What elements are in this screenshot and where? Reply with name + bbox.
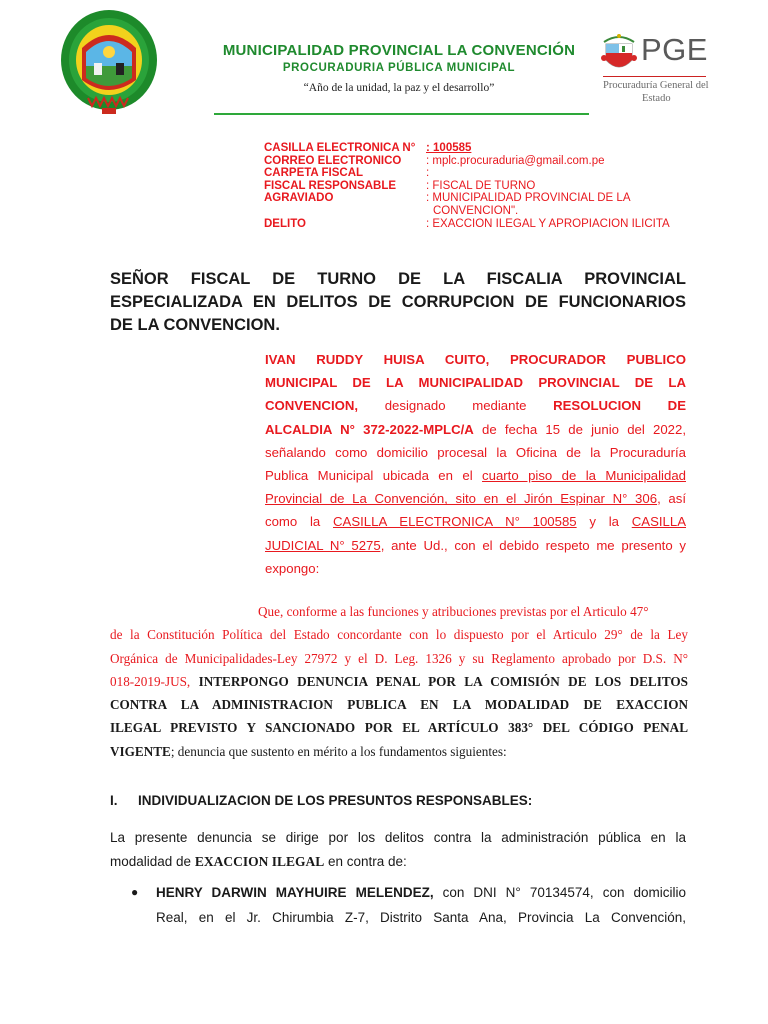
intro-text: Provincial de La Convención, sito en el Jirón Espinar N° 306 [265,491,658,507]
intro-text: Publica Municipal ubicada en el [265,468,473,484]
que-line [110,740,688,763]
intro-text: CASILLA ELECTRONICA N° 100585 [333,514,577,530]
para-text: modalidad de [110,853,192,869]
info-value-line1: : MUNICIPALIDAD PROVINCIAL DE LA [426,192,631,204]
addressee [110,268,686,337]
addressee-line: SEÑOR FISCAL DE TURNO DE LA FISCALIA PROVINCIAL [110,270,686,288]
header-subtitle: PROCURADURIA PÚBLICA MUNICIPAL [282,62,516,74]
list-item [156,880,686,930]
intro-text: , así [657,491,687,507]
info-label: CARPETA FISCAL [264,167,364,179]
peru-shield-icon [600,30,638,76]
que-line: Orgánica de Municipalidades-Ley 27972 y el D. Leg. 1326 y su Reglamento aprobado por D.S. N° [110,650,688,666]
que-line: Que, conforme a las funciones y atribuciones previstas por el Articulo 47° [258,604,649,619]
section-title: INDIVIDUALIZACION DE LOS PRESUNTOS RESPONSABLES: [138,793,533,808]
intro-text: de fecha 15 de junio del 2022, [482,421,686,437]
info-label: FISCAL RESPONSABLE [264,179,397,192]
para-text: en contra de: [328,853,407,869]
que-line: ILEGAL PREVISTO Y SANCIONADO POR EL ARTÍCULO 383° DEL CÓDIGO PENAL [110,720,688,736]
info-label: CORREO ELECTRONICO [264,154,402,167]
info-row-carpeta [264,167,714,180]
info-value: : EXACCION ILEGAL Y APROPIACION ILICITA [426,218,670,230]
header-motto: “Año de la unidad, la paz y el desarrollo” [303,82,495,94]
header-title: MUNICIPALIDAD PROVINCIAL LA CONVENCIÓN [222,42,576,59]
intro-text: CASILLA [631,514,686,530]
que-paragraph [110,600,688,763]
list-item-line: Real, en el Jr. Chirumbia Z-7, Distrito Santa Ana, Provincia La Convención, [156,910,686,925]
para-line [110,850,686,874]
pge-subtitle-line2: Estado [642,93,671,104]
info-row-agraviado [264,192,714,217]
info-label: DELITO [264,218,306,230]
intro-text: RESOLUCION DE [553,398,686,414]
para-text: EXACCION ILEGAL [194,853,325,869]
info-value: : 100585 [426,142,472,154]
para-line: La presente denuncia se dirige por los delitos contra la administración pública en la [110,830,686,845]
intro-line [265,510,686,533]
info-value: : mplc.procuraduria@gmail.com.pe [426,154,605,167]
que-line: CONTRA LA ADMINISTRACION PUBLICA EN LA MODALIDAD DE EXACCION [110,697,688,713]
pge-divider [603,76,706,77]
que-text: ; denuncia que sustento en mérito a los fundamentos siguientes: [170,743,507,759]
info-row-casilla [264,142,714,155]
info-row-fiscal [264,180,714,193]
addressee-line: DE LA CONVENCION. [110,316,280,334]
municipal-coat-of-arms-icon [58,8,160,116]
que-line [110,670,688,693]
case-info-block [264,142,714,231]
que-text: 018-2019-JUS, [110,673,191,689]
que-line: de la Constitución Política del Estado concordante con lo dispuesto por el Articulo 29° de la Ley [110,627,688,643]
intro-line: expongo: [265,560,320,576]
intro-text: ante Ud., con el debido respeto me presento y [391,537,686,553]
pge-subtitle-line1: Procuraduría General del [603,80,709,91]
intro-line: MUNICIPAL DE LA MUNICIPALIDAD PROVINCIAL DE LA [265,375,686,391]
intro-text: CONVENCION, [265,398,359,414]
intro-text: JUDICIAL N° 5275, [265,537,385,553]
info-label: AGRAVIADO [264,192,334,204]
que-text: INTERPONGO DENUNCIA PENAL POR LA COMISIÓN DE LOS DELITOS [198,673,688,689]
list-item-line [156,880,686,905]
section-number: I. [110,793,118,808]
intro-text: ALCALDIA N° 372-2022-MPLC/A [265,421,474,437]
que-text: VIGENTE [110,743,171,759]
intro-text: cuarto piso de la Municipalidad [482,468,686,484]
intro-text: y la [589,514,619,530]
list-item-text: con DNI N° 70134574, con domicilio [442,885,686,900]
info-value: : FISCAL DE TURNO [426,179,536,192]
intro-line [265,464,686,487]
intro-line [265,487,686,510]
info-value-line2: CONVENCION". [433,204,519,217]
intro-text: como la [265,514,321,530]
intro-line [265,394,686,417]
section-paragraph [110,826,686,873]
info-value [426,192,714,217]
addressee-line: ESPECIALIZADA EN DELITOS DE CORRUPCION DE FUNCIONARIOS [110,293,686,311]
intro-line [265,418,686,441]
header-divider [214,113,589,115]
intro-line [265,534,686,557]
info-row-correo [264,155,714,168]
info-value: : [426,167,430,179]
intro-paragraph [265,348,686,580]
intro-line: IVAN RUDDY HUISA CUITO, PROCURADOR PUBLICO [265,352,686,367]
intro-text: designado mediante [384,398,527,414]
info-row-delito [264,218,714,231]
info-label: CASILLA ELECTRONICA N° [264,142,416,154]
bullet-icon: ● [131,885,139,899]
list-item-text: HENRY DARWIN MAYHUIRE MELENDEZ, [156,885,434,900]
pge-logo-text: PGE [641,32,708,67]
intro-line: señalando como domicilio procesal la Oficina de la Procuraduría [265,444,686,460]
